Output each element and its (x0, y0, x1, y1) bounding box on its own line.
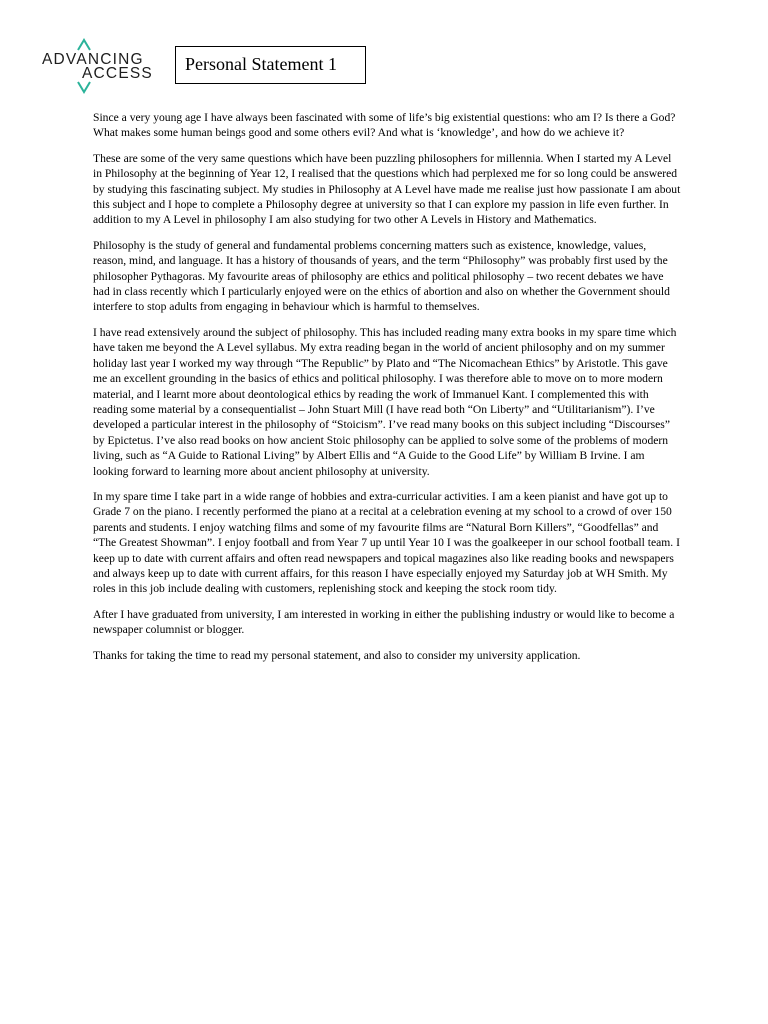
paragraph-1: Since a very young age I have always been fascinated with some of life’s big existential questions: who am I? Is there a God? What makes some human beings good and some others evil? And what is ‘knowledge’, and how do we achieve it? (93, 111, 676, 140)
advancing-access-logo (42, 38, 158, 96)
paragraph-5: In my spare time I take part in a wide range of hobbies and extra-curricular activities. I am a keen pianist and have got up to Grade 7 on the piano. I recently performed the piano at a recital at a celebration evening at my school to a crowd of over 150 parents and students. I enjoy watching films and some of my favourite films are “Natural Born Killers”, “Goodfellas” and “The Greatest Showman”. I enjoy football and from Year 7 up until Year 10 I was the goalkeeper in our school football team. I keep up to date with current affairs and often read newspapers and topical magazines also like reading books and newspapers and always keep up to date with current affairs, for this reason I have especially enjoyed my Saturday job at WH Smith. My roles in this job include dealing with customers, replenishing stock and keeping the stock room tidy. (93, 489, 680, 596)
paragraph-3: Philosophy is the study of general and fundamental problems concerning matters such as existence, knowledge, values, reason, mind, and language. It has a history of thousands of years, and the term “Philosophy” was probably first used by the philosopher Pythagoras. My favourite areas of philosophy are ethics and political philosophy – two recent debates we have had in class recently which I particularly enjoyed were on the ethics of abortion and also on whether the Government should interfere to stop adults from engaging in behaviour which is harmful to themselves. (93, 238, 670, 314)
statement-body (93, 110, 681, 673)
paragraph-2: These are some of the very same questions which have been puzzling philosophers for millennia. When I started my A Level in Philosophy at the beginning of Year 12, I realised that the questions which had perplexed me for so long could be answered by studying this fascinating subject. My studies in Philosophy at A Level have made me realise just how passionate I am about this subject and I hope to complete a Philosophy degree at university so that I can explore my passion in life even further. In addition to my A Level in philosophy I am also studying for two other A Levels in History and Mathematics. (93, 151, 681, 227)
logo-line-2: ACCESS (82, 65, 153, 82)
logo-line-1: ADVANCING (42, 51, 144, 68)
paragraph-6: After I have graduated from university, I am interested in working in either the publishing industry or would like to become a newspaper columnist or blogger. (93, 607, 675, 637)
paragraph-4: I have read extensively around the subject of philosophy. This has included reading many extra books in my spare time which have taken me beyond the A Level syllabus. My extra reading began in the world of ancient philosophy and on my summer holiday last year I worked my way through “The Republic” by Plato and “The Nicomachean Ethics” by Aristotle. This gave me an excellent grounding in the basics of ethics and political philosophy. I was therefore able to move on to more modern material, and I learnt more about deontological ethics by reading the work of Immanuel Kant. I complemented this with reading some material by a consequentialist – John Stuart Mill (I have read both “On Liberty” and “Utilitarianism”). I’ve developed a particular interest in the philosophy of “Stoicism”. I’ve read many books on this subject including “Discourses” by Epictetus. I’ve also read books on how ancient Stoic philosophy can be applied to solve some of the problems of modern living, such as “A Guide to Rational Living” by Albert Ellis and “A Guide to the Good Life” by William B Irvine. I am looking forward to learning more about ancient philosophy at university. (93, 325, 677, 478)
paragraph-7: Thanks for taking the time to read my personal statement, and also to consider my university application. (93, 648, 581, 662)
page-title: Personal Statement 1 (175, 46, 366, 84)
